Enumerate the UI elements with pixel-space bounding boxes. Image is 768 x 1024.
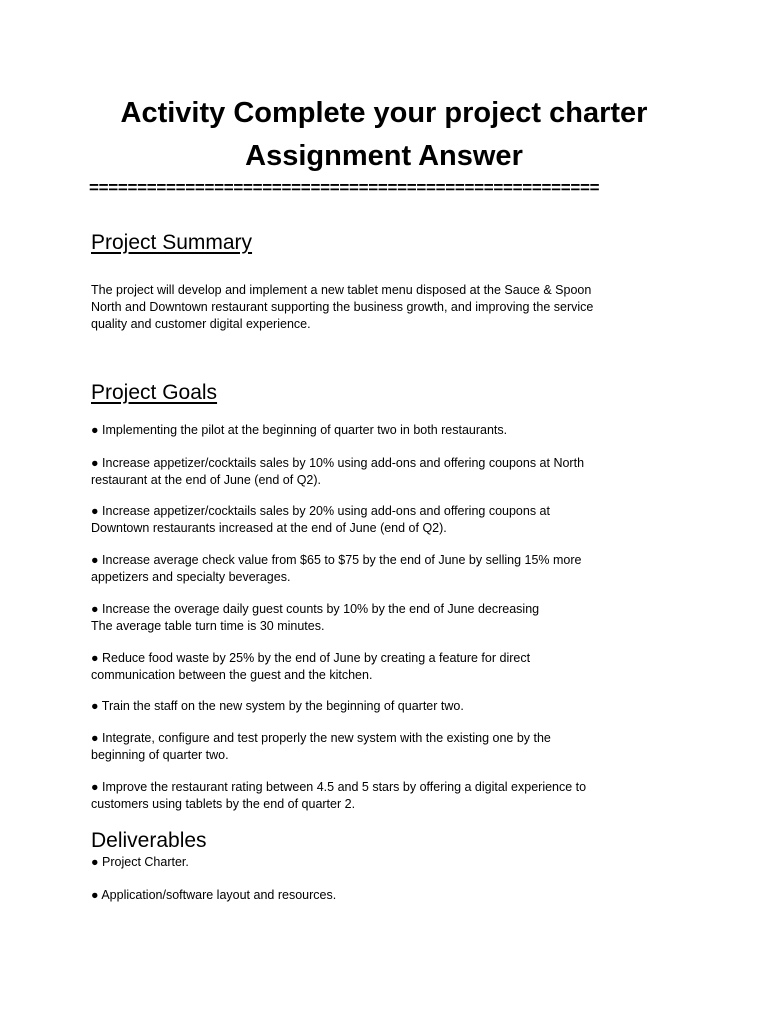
- summary-line: North and Downtown restaurant supporting the business growth, and improving the service: [91, 300, 594, 314]
- goal-line: ● Integrate, configure and test properly the new system with the existing one by the: [91, 731, 551, 745]
- goal-item: [91, 422, 671, 439]
- deliverable-item: [91, 854, 671, 871]
- title-line-2: Assignment Answer: [245, 140, 523, 172]
- goal-item: [91, 730, 671, 764]
- goal-line: ● Train the staff on the new system by the beginning of quarter two.: [91, 699, 464, 713]
- goal-item: [91, 779, 671, 813]
- project-goals-heading: Project Goals: [91, 381, 218, 404]
- deliverable-line: ● Project Charter.: [91, 855, 189, 869]
- goal-item: [91, 503, 671, 537]
- summary-line: The project will develop and implement a new tablet menu disposed at the Sauce & Spoon: [91, 283, 592, 297]
- goal-line: communication between the guest and the kitchen.: [91, 668, 373, 682]
- goal-line: ● Implementing the pilot at the beginning of quarter two in both restaurants.: [91, 423, 508, 437]
- goal-line: ● Improve the restaurant rating between 4.5 and 5 stars by offering a digital experience to: [91, 780, 587, 794]
- goal-item: [91, 601, 671, 635]
- deliverables-heading: Deliverables: [91, 829, 207, 852]
- goal-item: [91, 455, 671, 489]
- goal-line: ● Increase appetizer/cocktails sales by 20% using add-ons and offering coupons at: [91, 504, 550, 518]
- goal-line: The average table turn time is 30 minutes.: [91, 619, 325, 633]
- goal-line: beginning of quarter two.: [91, 748, 229, 762]
- goal-item: [91, 698, 671, 715]
- goal-item: [91, 552, 671, 586]
- goal-line: ● Increase appetizer/cocktails sales by 10% using add-ons and offering coupons at North: [91, 456, 585, 470]
- goal-line: appetizers and specialty beverages.: [91, 570, 291, 584]
- goal-line: restaurant at the end of June (end of Q2).: [91, 473, 322, 487]
- goal-line: Downtown restaurants increased at the end of June (end of Q2).: [91, 521, 447, 535]
- separator-line: =====================================================: [89, 178, 600, 197]
- deliverable-line: ● Application/software layout and resources.: [91, 888, 337, 902]
- goal-item: [91, 650, 671, 684]
- goal-line: ● Reduce food waste by 25% by the end of June by creating a feature for direct: [91, 651, 531, 665]
- goal-line: ● Increase the overage daily guest counts by 10% by the end of June decreasing: [91, 602, 540, 616]
- goal-line: customers using tablets by the end of quarter 2.: [91, 797, 356, 811]
- title-line-1: Activity Complete your project charter: [120, 97, 648, 129]
- project-summary-heading: Project Summary: [91, 231, 253, 254]
- project-summary-text: [91, 282, 671, 333]
- summary-line: quality and customer digital experience.: [91, 317, 311, 331]
- goal-line: ● Increase average check value from $65 to $75 by the end of June by selling 15% more: [91, 553, 582, 567]
- document-title: [40, 92, 728, 178]
- deliverable-item: [91, 887, 671, 904]
